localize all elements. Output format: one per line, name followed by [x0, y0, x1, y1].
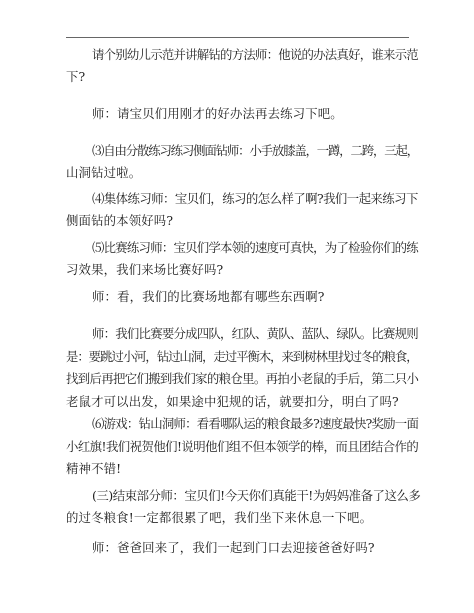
- text-line: 师：我们比赛要分成四队，红队、黄队、蓝队、绿队。比赛规则: [92, 326, 418, 341]
- paragraph-game: [66, 413, 419, 481]
- text-line: ⑸比赛练习师：宝贝们学本领的速度可真快，为了检验你们的练: [92, 240, 418, 255]
- text-line: 找到后再把它们搬到我们家的粮仓里。再拍小老鼠的手后，第二只小: [66, 371, 419, 386]
- text-line: ⑶自由分散练习练习侧面钻师：小手放膝盖，一蹲，二跨，三起，: [92, 143, 418, 158]
- text-line: 下?: [66, 68, 86, 84]
- text-line: 习效果，我们来场比赛好吗?: [66, 261, 224, 277]
- text-line: 侧面钻的本领好吗?: [66, 212, 174, 228]
- text-line: 小红旗!我们祝贺他们!说明他们组不但本领学的棒，而且团结合作的: [66, 438, 419, 454]
- text-line: 请个别幼儿示范并讲解钻的方法师：他说的办法真好，谁来示范: [92, 47, 418, 62]
- paragraph-welcome-dad: [92, 537, 417, 559]
- text-line: ⑷集体练习师：宝贝们，练习的怎么样了啊?我们一起来练习下: [92, 191, 418, 206]
- text-line: ⑹游戏：钻山洞师：看看哪队运的粮食最多?速度最快?奖励一面: [92, 416, 419, 431]
- paragraph-demonstration: [66, 44, 418, 87]
- paragraph-practice-again: [92, 103, 417, 125]
- paragraph-group-practice: [66, 188, 418, 231]
- text-line: 师：爸爸回来了，我们一起到门口去迎接爸爸好吗?: [92, 540, 375, 555]
- text-line: 山洞钻过啦。: [66, 164, 142, 180]
- text-line: 师：看，我们的比赛场地都有哪些东西啊?: [92, 289, 325, 304]
- paragraph-competition-practice: [66, 237, 418, 280]
- paragraph-venue: [92, 286, 417, 308]
- text-line: (三)结束部分师：宝贝们!今天你们真能干!为妈妈准备了这么多: [92, 488, 421, 503]
- header-rule: [66, 37, 409, 38]
- text-line: 老鼠才可以出发，如果途中犯规的话，就要扣分，明白了吗?: [66, 393, 399, 409]
- text-line: 师：请宝贝们用刚才的好办法再去练习下吧。: [92, 106, 343, 121]
- paragraph-closing: [66, 485, 421, 528]
- paragraph-rules: [66, 323, 419, 413]
- text-line: 的过冬粮食!一定都很累了吧，我们坐下来休息一下吧。: [66, 509, 373, 525]
- text-line: 精神不错!: [66, 461, 122, 476]
- paragraph-free-practice: [66, 140, 418, 183]
- text-line: 是：要跳过小河，钻过山洞，走过平衡木，来到树林里找过冬的粮食，: [66, 348, 418, 364]
